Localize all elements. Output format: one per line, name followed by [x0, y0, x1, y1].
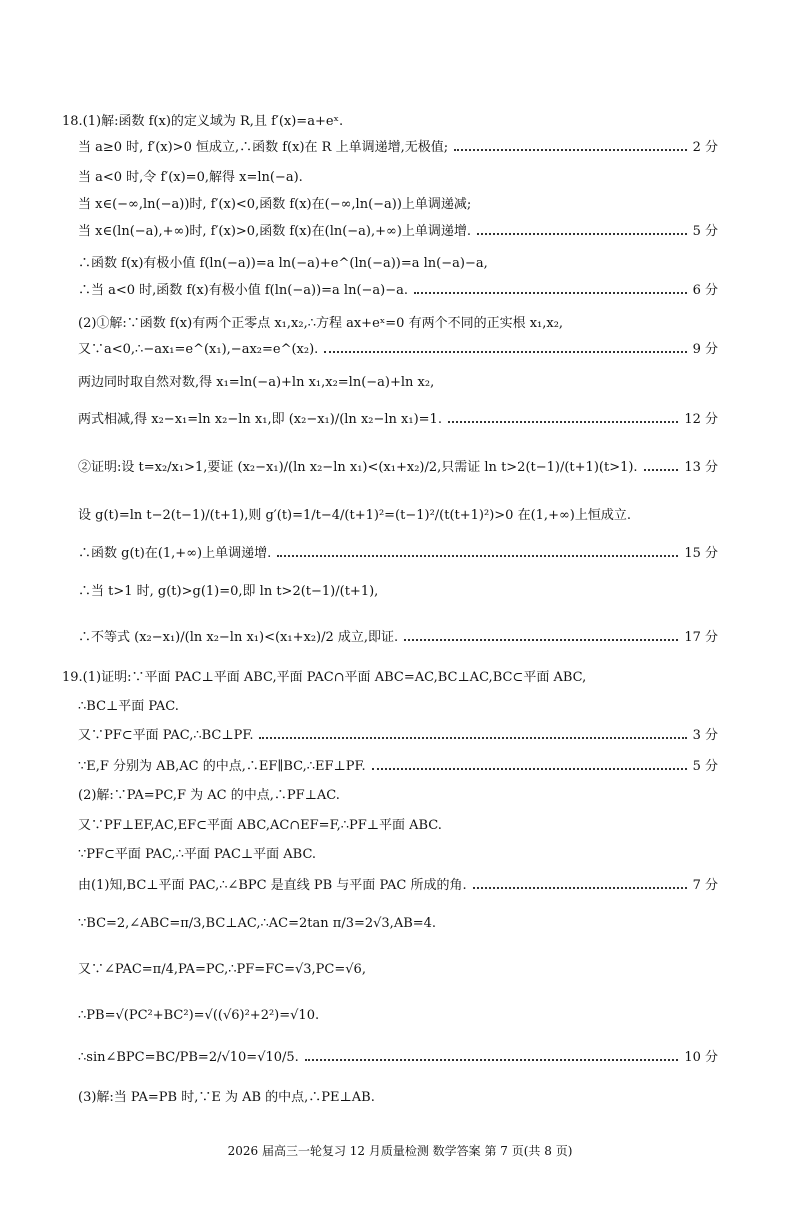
solution-line: ∴不等式 (x₂−x₁)/(ln x₂−ln x₁)<(x₁+x₂)/2 成立,即证. 17 分	[78, 630, 718, 645]
solution-line: ∴函数 g(t)在(1,+∞)上单调递增. 15 分	[78, 546, 718, 561]
score-label: 10 分	[684, 1050, 718, 1065]
solution-line: (2)①解:∵函数 f(x)有两个正零点 x₁,x₂,∴方程 ax+eˣ=0 有两个不同的正实根 x₁,x₂,	[78, 316, 564, 331]
solution-line: 又∵PF⊥EF,AC,EF⊂平面 ABC,AC∩EF=F,∴PF⊥平面 ABC.	[78, 818, 442, 833]
solution-line: 19.(1)证明:∵平面 PAC⊥平面 ABC,平面 PAC∩平面 ABC=AC,BC⊥AC,BC⊂平面 ABC,	[62, 670, 587, 685]
dot-leader	[477, 232, 687, 235]
score-label: 5 分	[692, 759, 718, 774]
solution-line: 设 g(t)=ln t−2(t−1)/(t+1),则 g′(t)=1/t−4/(t+1)²=(t−1)²/(t(t+1)²)>0 在(1,+∞)上恒成立.	[78, 508, 631, 523]
solution-line: ∵PF⊂平面 PAC,∴平面 PAC⊥平面 ABC.	[78, 847, 317, 862]
solution-line: 18.(1)解:函数 f(x)的定义域为 R,且 f′(x)=a+eˣ.	[62, 114, 344, 129]
dot-leader	[305, 1058, 679, 1061]
dot-leader	[277, 554, 678, 557]
dot-leader	[324, 350, 686, 353]
score-label: 2 分	[692, 140, 718, 155]
solution-line: 两式相减,得 x₂−x₁=ln x₂−ln x₁,即 (x₂−x₁)/(ln x₂−ln x₁)=1. 12 分	[78, 412, 718, 427]
score-label: 6 分	[692, 283, 718, 298]
solution-line: 当 x∈(ln(−a),+∞)时, f′(x)>0,函数 f(x)在(ln(−a),+∞)上单调递增. 5 分	[78, 224, 718, 239]
solution-line: ∴sin∠BPC=BC/PB=2/√10=√10/5. 10 分	[78, 1050, 718, 1065]
solution-line: 当 x∈(−∞,ln(−a))时, f′(x)<0,函数 f(x)在(−∞,ln(−a))上单调递减;	[78, 197, 472, 212]
solution-line: 两边同时取自然对数,得 x₁=ln(−a)+ln x₁,x₂=ln(−a)+ln x₂,	[78, 375, 435, 390]
solution-line: ∴函数 f(x)有极小值 f(ln(−a))=a ln(−a)+e^(ln(−a))=a ln(−a)−a,	[78, 256, 488, 271]
solution-line: (2)解:∵PA=PC,F 为 AC 的中点,∴PF⊥AC.	[78, 788, 340, 803]
score-label: 12 分	[684, 412, 718, 427]
dot-leader	[644, 468, 679, 471]
page-footer: 2026 届高三一轮复习 12 月质量检测 数学答案 第 7 页(共 8 页)	[227, 1144, 573, 1158]
solution-line: ∴BC⊥平面 PAC.	[78, 699, 179, 714]
solution-line: 又∵∠PAC=π/4,PA=PC,∴PF=FC=√3,PC=√6,	[78, 962, 366, 977]
score-label: 17 分	[684, 630, 718, 645]
solution-line: (3)解:当 PA=PB 时,∵E 为 AB 的中点,∴PE⊥AB.	[78, 1090, 375, 1105]
dot-leader	[448, 420, 678, 423]
score-label: 3 分	[692, 728, 718, 743]
solution-line: 当 a≥0 时, f′(x)>0 恒成立,∴函数 f(x)在 R 上单调递增,无极值; 2 分	[78, 140, 718, 155]
dot-leader	[454, 148, 686, 151]
solution-line: ∴PB=√(PC²+BC²)=√((√6)²+2²)=√10.	[78, 1008, 320, 1023]
solution-line: ②证明:设 t=x₂/x₁>1,要证 (x₂−x₁)/(ln x₂−ln x₁)<(x₁+x₂)/2,只需证 ln t>2(t−1)/(t+1)(t>1). 13 分	[78, 460, 718, 475]
dot-leader	[259, 736, 686, 739]
score-label: 5 分	[692, 224, 718, 239]
solution-line: ∴当 a<0 时,函数 f(x)有极小值 f(ln(−a))=a ln(−a)−a. 6 分	[78, 283, 718, 298]
score-label: 15 分	[684, 546, 718, 561]
dot-leader	[414, 291, 687, 294]
solution-line: ∵BC=2,∠ABC=π/3,BC⊥AC,∴AC=2tan π/3=2√3,AB=4.	[78, 916, 437, 931]
solution-line: ∴当 t>1 时, g(t)>g(1)=0,即 ln t>2(t−1)/(t+1),	[78, 584, 379, 599]
dot-leader	[473, 886, 687, 889]
solution-line: 又∵PF⊂平面 PAC,∴BC⊥PF. 3 分	[78, 728, 718, 743]
dot-leader	[372, 767, 687, 770]
solution-line: 当 a<0 时,令 f′(x)=0,解得 x=ln(−a).	[78, 170, 303, 185]
score-label: 9 分	[692, 342, 718, 357]
solution-line: ∵E,F 分别为 AB,AC 的中点,∴EF∥BC,∴EF⊥PF. 5 分	[78, 759, 718, 774]
score-label: 13 分	[684, 460, 718, 475]
dot-leader	[404, 638, 678, 641]
solution-line: 又∵a<0,∴−ax₁=e^(x₁),−ax₂=e^(x₂). 9 分	[78, 342, 718, 357]
solution-line: 由(1)知,BC⊥平面 PAC,∴∠BPC 是直线 PB 与平面 PAC 所成的角. 7 分	[78, 878, 718, 893]
score-label: 7 分	[692, 878, 718, 893]
